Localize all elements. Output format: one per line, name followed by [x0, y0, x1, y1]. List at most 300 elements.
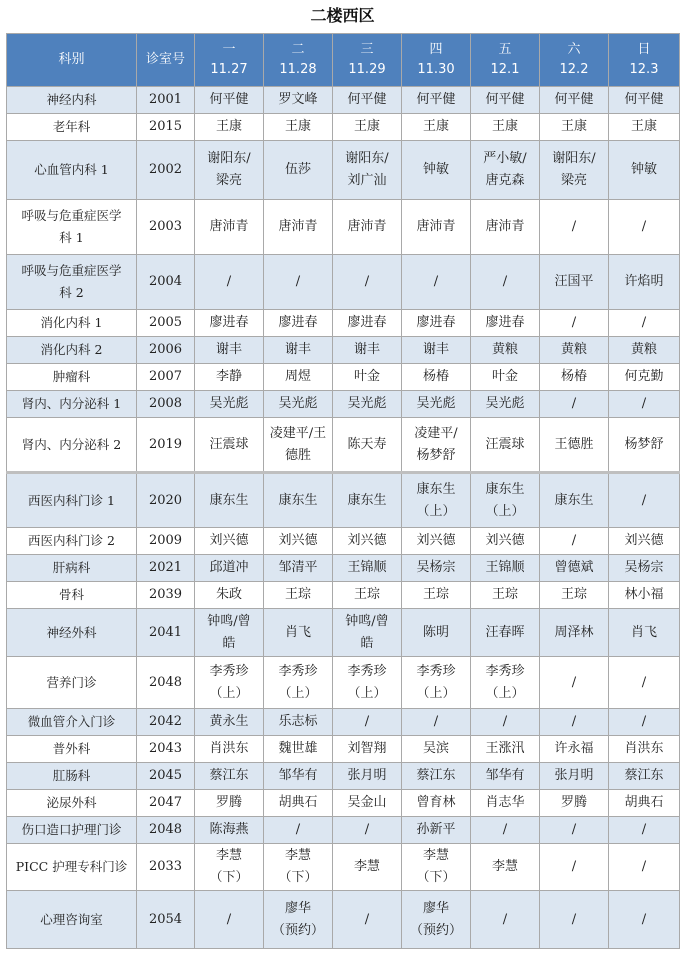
doctor-cell	[402, 709, 471, 736]
doctor-cell	[609, 609, 680, 657]
doctor-line: 李秀珍	[416, 663, 456, 679]
doctor-cell	[333, 141, 402, 200]
doctor-line: 钟鸣/曾	[345, 613, 389, 629]
doctor-line: 陈天寿	[347, 436, 387, 452]
dept-cell	[7, 763, 137, 790]
doctor-cell	[471, 657, 540, 709]
doctor-line: 刘兴德	[416, 533, 456, 548]
table-row	[7, 114, 680, 141]
doctor-line: 吴光彪	[209, 396, 249, 411]
doctor-cell	[471, 200, 540, 255]
doctor-cell	[195, 391, 264, 418]
doctor-line: /	[295, 822, 301, 837]
header-day	[333, 34, 402, 87]
doctor-line: 廖进春	[278, 315, 318, 330]
doctor-line: 吴光彪	[347, 396, 387, 411]
doctor-cell	[471, 736, 540, 763]
room-cell: 2003	[137, 200, 195, 255]
doctor-line: （上）	[347, 685, 387, 701]
doctor-line: 谢丰	[284, 342, 311, 357]
room-cell: 2054	[137, 891, 195, 949]
doctor-line: 吴杨宗	[624, 560, 664, 575]
doctor-line: 周煜	[284, 369, 311, 384]
doctor-line: 王琮	[422, 587, 449, 602]
doctor-line: 李慧	[284, 848, 311, 863]
doctor-line: 李慧	[491, 859, 518, 874]
doctor-cell	[471, 418, 540, 473]
dept-cell	[7, 817, 137, 844]
doctor-line: 李静	[215, 369, 242, 384]
doctor-cell	[333, 310, 402, 337]
doctor-line: 王康	[630, 119, 657, 134]
dept-cell	[7, 114, 137, 141]
doctor-line: 黄粮	[630, 342, 657, 357]
doctor-cell	[195, 87, 264, 114]
doctor-cell	[471, 364, 540, 391]
doctor-cell	[333, 87, 402, 114]
doctor-line: 严小敏/	[483, 151, 527, 166]
doctor-line: 黄粮	[560, 342, 587, 357]
doctor-cell	[195, 200, 264, 255]
dept-cell	[7, 657, 137, 709]
doctor-line: 杨椿	[560, 369, 587, 384]
doctor-cell	[195, 337, 264, 364]
header-date: 11.29	[348, 62, 386, 77]
dept-line: 伤口造口护理门诊	[21, 822, 122, 837]
doctor-line: 伍莎	[284, 162, 311, 177]
doctor-cell	[264, 310, 333, 337]
header-date: 12.2	[559, 62, 589, 77]
doctor-line: 邹清平	[278, 560, 318, 575]
doctor-line: /	[571, 714, 577, 729]
dept-cell	[7, 555, 137, 582]
dept-line: 营养门诊	[46, 674, 97, 690]
doctor-cell	[609, 200, 680, 255]
doctor-line: 罗腾	[215, 795, 242, 810]
doctor-line: /	[226, 911, 232, 927]
room-cell: 2005	[137, 310, 195, 337]
dept-line: 神经外科	[46, 624, 97, 640]
doctor-line: 蔡江东	[416, 768, 456, 783]
room-cell: 2007	[137, 364, 195, 391]
doctor-cell	[264, 657, 333, 709]
dept-line: 心血管内科 1	[34, 162, 109, 177]
doctor-line: 唐克森	[485, 173, 525, 188]
doctor-cell	[333, 582, 402, 609]
room-cell: 2039	[137, 582, 195, 609]
room-cell: 2045	[137, 763, 195, 790]
doctor-line: /	[364, 714, 370, 729]
room-cell: 2042	[137, 709, 195, 736]
doctor-line: 何平健	[416, 92, 456, 107]
table-row	[7, 790, 680, 817]
doctor-line: /	[571, 219, 577, 234]
doctor-cell	[471, 114, 540, 141]
doctor-line: （上）	[209, 685, 249, 701]
doctor-cell	[540, 555, 609, 582]
doctor-line: 凌建平/	[414, 425, 458, 441]
doctor-line: 林小福	[624, 587, 664, 602]
doctor-cell	[402, 255, 471, 310]
doctor-line: （下）	[209, 870, 249, 885]
room-cell: 2041	[137, 609, 195, 657]
doctor-cell	[540, 582, 609, 609]
doctor-cell	[333, 473, 402, 528]
doctor-line: 廖进春	[416, 315, 456, 330]
doctor-line: 肖洪东	[209, 741, 249, 756]
doctor-line: 康东生	[209, 492, 249, 508]
doctor-line: /	[641, 714, 647, 729]
doctor-line: /	[641, 822, 647, 837]
doctor-cell	[609, 817, 680, 844]
doctor-cell	[264, 87, 333, 114]
table-row	[7, 310, 680, 337]
doctor-cell	[609, 709, 680, 736]
doctor-line: 王锦顺	[347, 560, 387, 575]
doctor-cell	[540, 310, 609, 337]
header-day	[540, 34, 609, 87]
doctor-line: 唐沛青	[209, 219, 249, 234]
doctor-line: 邱道冲	[209, 560, 249, 575]
doctor-cell	[402, 736, 471, 763]
dept-line: 肿瘤科	[52, 369, 91, 384]
dept-line: 消化内科 2	[40, 342, 103, 357]
doctor-line: 谢丰	[215, 342, 242, 357]
doctor-line: 康东生	[485, 481, 525, 497]
dept-cell	[7, 736, 137, 763]
room-cell: 2033	[137, 844, 195, 891]
dept-cell	[7, 141, 137, 200]
dept-line: 消化内科 1	[40, 315, 103, 330]
doctor-line: /	[502, 822, 508, 837]
room-cell: 2006	[137, 337, 195, 364]
doctor-line: 吴光彪	[278, 396, 318, 411]
table-row	[7, 200, 680, 255]
doctor-line: 康东生	[416, 481, 456, 497]
doctor-cell	[402, 418, 471, 473]
doctor-cell	[609, 891, 680, 949]
doctor-cell	[609, 391, 680, 418]
doctor-line: 刘智翔	[347, 741, 387, 756]
table-row	[7, 844, 680, 891]
doctor-cell	[402, 582, 471, 609]
doctor-line: 康东生	[347, 492, 387, 508]
doctor-cell	[540, 609, 609, 657]
doctor-line: /	[641, 911, 647, 927]
doctor-cell	[471, 582, 540, 609]
dept-line: 科 1	[59, 230, 84, 245]
doctor-cell	[333, 736, 402, 763]
dept-line: 神经内科	[46, 92, 97, 107]
header-room: 诊室号	[137, 34, 195, 87]
doctor-cell	[609, 337, 680, 364]
doctor-cell	[402, 310, 471, 337]
doctor-line: 梁亮	[215, 173, 242, 188]
doctor-line: /	[226, 274, 232, 289]
doctor-cell	[333, 337, 402, 364]
doctor-line: 康东生	[278, 492, 318, 508]
dept-cell	[7, 473, 137, 528]
doctor-cell	[471, 310, 540, 337]
doctor-line: 何平健	[554, 92, 594, 107]
doctor-line: 谢丰	[353, 342, 380, 357]
doctor-line: （上）	[416, 685, 456, 701]
doctor-cell	[264, 709, 333, 736]
doctor-line: 唐沛青	[278, 219, 318, 234]
doctor-line: 李秀珍	[347, 663, 387, 679]
table-row	[7, 255, 680, 310]
doctor-cell	[264, 555, 333, 582]
header-date: 11.28	[279, 62, 317, 77]
dept-cell	[7, 200, 137, 255]
doctor-line: 吴杨宗	[416, 560, 456, 575]
doctor-cell	[540, 141, 609, 200]
doctor-line: 王涨汛	[485, 741, 525, 756]
room-cell: 2020	[137, 473, 195, 528]
schedule-table	[6, 33, 680, 949]
dept-cell	[7, 709, 137, 736]
doctor-line: /	[641, 219, 647, 234]
doctor-line: /	[571, 533, 577, 548]
header-date: 12.3	[629, 62, 659, 77]
doctor-cell	[540, 391, 609, 418]
doctor-cell	[609, 364, 680, 391]
doctor-line: 刘兴德	[347, 533, 387, 548]
dept-line: 肾内、内分泌科 2	[21, 436, 122, 452]
doctor-line: 谢丰	[422, 342, 449, 357]
table-row	[7, 418, 680, 473]
doctor-line: 钟敏	[630, 162, 657, 177]
doctor-line: 李慧	[422, 848, 449, 863]
doctor-line: 李秀珍	[278, 663, 318, 679]
doctor-line: 魏世雄	[278, 741, 318, 756]
doctor-cell	[333, 609, 402, 657]
doctor-cell	[264, 473, 333, 528]
doctor-line: 周泽林	[554, 624, 594, 640]
doctor-cell	[540, 657, 609, 709]
doctor-line: 罗腾	[560, 795, 587, 810]
room-cell: 2004	[137, 255, 195, 310]
doctor-line: 廖进春	[485, 315, 525, 330]
doctor-cell	[471, 709, 540, 736]
table-row	[7, 555, 680, 582]
header-dept: 科别	[7, 34, 137, 87]
doctor-cell	[540, 114, 609, 141]
table-row	[7, 657, 680, 709]
doctor-line: 汪震球	[209, 436, 249, 452]
header-row	[7, 34, 680, 87]
doctor-cell	[540, 473, 609, 528]
table-row	[7, 364, 680, 391]
doctor-cell	[264, 418, 333, 473]
doctor-line: （上）	[485, 685, 525, 701]
doctor-line: 王康	[353, 119, 380, 134]
dept-cell	[7, 87, 137, 114]
doctor-cell	[402, 763, 471, 790]
doctor-cell	[264, 141, 333, 200]
doctor-cell	[333, 200, 402, 255]
doctor-cell	[540, 891, 609, 949]
doctor-cell	[195, 709, 264, 736]
doctor-cell	[402, 364, 471, 391]
doctor-cell	[609, 582, 680, 609]
doctor-cell	[402, 114, 471, 141]
doctor-cell	[402, 391, 471, 418]
doctor-cell	[471, 609, 540, 657]
doctor-cell	[540, 528, 609, 555]
doctor-line: 许焰明	[624, 274, 664, 289]
doctor-line: 朱政	[215, 587, 242, 602]
doctor-cell	[609, 763, 680, 790]
doctor-line: 胡典石	[278, 795, 318, 810]
doctor-line: （下）	[416, 870, 456, 885]
doctor-line: （上）	[416, 503, 456, 519]
doctor-cell	[609, 736, 680, 763]
doctor-cell	[609, 114, 680, 141]
doctor-cell	[195, 473, 264, 528]
doctor-line: 谢阳东/	[552, 151, 596, 166]
doctor-line: 罗文峰	[278, 92, 318, 107]
table-row	[7, 891, 680, 949]
header-weekday: 四	[429, 42, 443, 57]
doctor-cell	[471, 763, 540, 790]
doctor-cell	[264, 817, 333, 844]
dept-line: 心理咨询室	[40, 911, 103, 927]
doctor-line: 唐沛青	[416, 219, 456, 234]
doctor-line: 梁亮	[560, 173, 587, 188]
table-row	[7, 736, 680, 763]
doctor-cell	[471, 528, 540, 555]
room-cell: 2047	[137, 790, 195, 817]
doctor-line: 王琮	[284, 587, 311, 602]
doctor-cell	[264, 528, 333, 555]
room-cell: 2048	[137, 657, 195, 709]
doctor-cell	[195, 657, 264, 709]
dept-line: 西医内科门诊 2	[28, 533, 115, 548]
table-row	[7, 473, 680, 528]
doctor-line: 曾育林	[416, 795, 456, 810]
doctor-cell	[402, 87, 471, 114]
doctor-line: 杨梦舒	[416, 447, 456, 463]
doctor-line: 刘兴德	[209, 533, 249, 548]
doctor-line: 汪国平	[554, 274, 594, 289]
doctor-cell	[264, 114, 333, 141]
doctor-line: 唐沛青	[347, 219, 387, 234]
doctor-cell	[540, 790, 609, 817]
dept-cell	[7, 255, 137, 310]
table-row	[7, 391, 680, 418]
doctor-line: 陈海燕	[209, 822, 249, 837]
doctor-line: 邹华有	[278, 768, 318, 783]
doctor-cell	[471, 473, 540, 528]
doctor-line: 谢阳东/	[207, 151, 251, 166]
dept-cell	[7, 528, 137, 555]
room-cell: 2019	[137, 418, 195, 473]
room-cell: 2009	[137, 528, 195, 555]
doctor-line: 皓	[360, 635, 374, 651]
doctor-cell	[195, 114, 264, 141]
doctor-cell	[195, 790, 264, 817]
doctor-cell	[195, 844, 264, 891]
doctor-line: /	[502, 714, 508, 729]
dept-cell	[7, 844, 137, 891]
doctor-line: 李秀珍	[209, 663, 249, 679]
doctor-line: /	[641, 674, 647, 690]
room-cell: 2021	[137, 555, 195, 582]
doctor-cell	[609, 418, 680, 473]
doctor-cell	[333, 364, 402, 391]
doctor-line: 刘兴德	[624, 533, 664, 548]
doctor-line: 王琮	[353, 587, 380, 602]
header-day	[195, 34, 264, 87]
doctor-cell	[195, 817, 264, 844]
dept-cell	[7, 418, 137, 473]
table-row	[7, 763, 680, 790]
doctor-line: /	[571, 396, 577, 411]
doctor-cell	[195, 763, 264, 790]
doctor-cell	[540, 736, 609, 763]
doctor-cell	[264, 582, 333, 609]
dept-cell	[7, 790, 137, 817]
header-day	[264, 34, 333, 87]
doctor-line: 叶金	[491, 369, 518, 384]
doctor-line: 汪震球	[485, 436, 525, 452]
doctor-cell	[540, 87, 609, 114]
dept-cell	[7, 337, 137, 364]
doctor-cell	[333, 528, 402, 555]
doctor-line: /	[364, 911, 370, 927]
doctor-line: 吴金山	[347, 795, 387, 810]
doctor-cell	[471, 891, 540, 949]
dept-line: 肛肠科	[52, 768, 91, 783]
doctor-cell	[609, 141, 680, 200]
doctor-cell	[264, 736, 333, 763]
doctor-cell	[333, 418, 402, 473]
doctor-cell	[195, 310, 264, 337]
doctor-cell	[609, 255, 680, 310]
doctor-cell	[195, 528, 264, 555]
dept-cell	[7, 310, 137, 337]
table-row	[7, 817, 680, 844]
doctor-cell	[471, 141, 540, 200]
doctor-line: 肖志华	[485, 795, 525, 810]
doctor-cell	[333, 657, 402, 709]
doctor-cell	[609, 528, 680, 555]
doctor-line: （下）	[278, 870, 318, 885]
doctor-cell	[609, 657, 680, 709]
doctor-cell	[471, 391, 540, 418]
doctor-line: /	[571, 911, 577, 927]
doctor-line: 王康	[491, 119, 518, 134]
doctor-line: 肖洪东	[624, 741, 664, 756]
doctor-cell	[264, 255, 333, 310]
doctor-cell	[333, 844, 402, 891]
doctor-cell	[471, 255, 540, 310]
doctor-line: 王康	[284, 119, 311, 134]
doctor-cell	[540, 844, 609, 891]
doctor-cell	[540, 337, 609, 364]
table-row	[7, 87, 680, 114]
doctor-line: 黄粮	[491, 342, 518, 357]
room-cell: 2008	[137, 391, 195, 418]
doctor-line: 廖进春	[209, 315, 249, 330]
doctor-cell	[540, 418, 609, 473]
table-row	[7, 582, 680, 609]
dept-line: 西医内科门诊 1	[28, 492, 115, 508]
doctor-cell	[333, 255, 402, 310]
doctor-line: /	[641, 315, 647, 330]
doctor-cell	[609, 310, 680, 337]
